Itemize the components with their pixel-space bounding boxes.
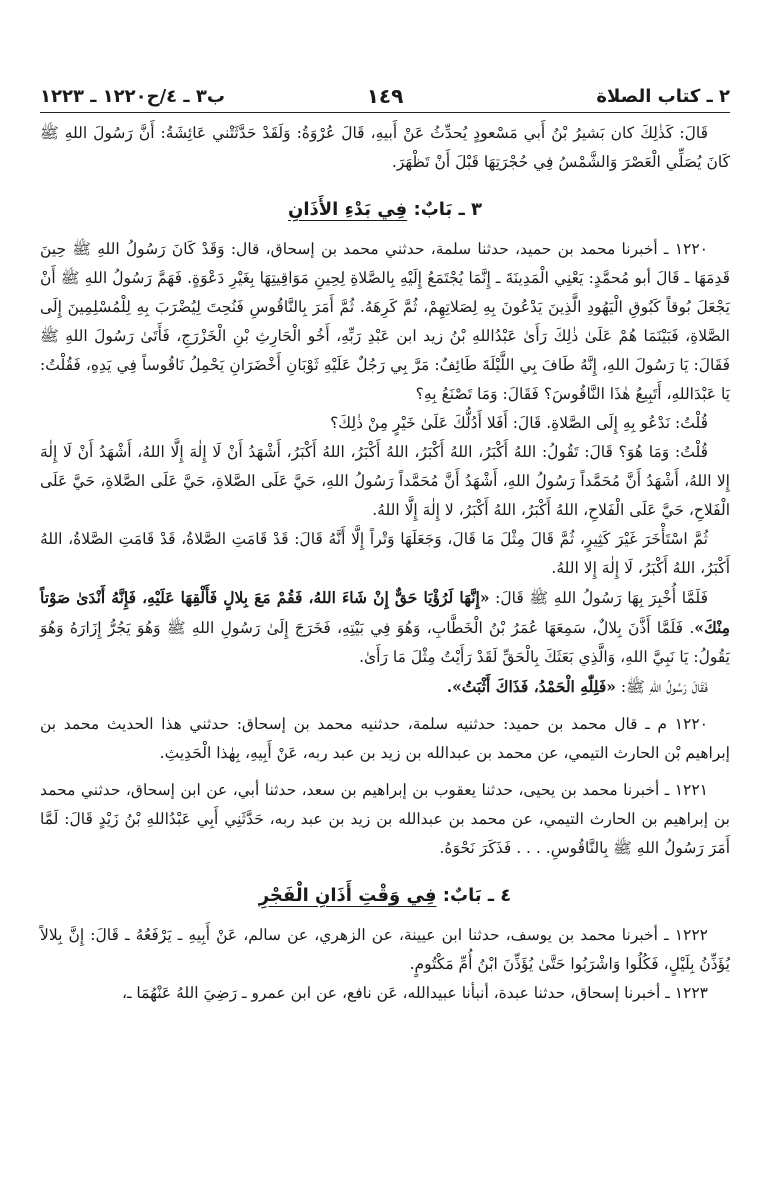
hadith-1221: ١٢٢١ ـ أخبرنا محمد بن يحيى، حدثنا يعقوب بن إبراهيم بن سعد، حدثنا أبي، عن ابن إسحاق، حدثني محمد بن إبراهيم بن الحارث التيمي، عن محمد بن عبدالله بن زيد بن عبد ربه، حَدَّثَنِي أَبِي عَبْدُاللهِ بْنُ زَيْدٍ قَالَ: لَمَّا أَمَرَ رَسُولُ اللهِ ﷺ بِالنَّاقُوسِ. . . . فَذَكَرَ نَحْوَهُ. (40, 781, 730, 857)
section-number: ٤ ـ بَابٌ: (442, 885, 512, 906)
book-page (40, 80, 730, 1008)
hadith-1220m: ١٢٢٠ م ـ قال محمد بن حميد: حدثنيه سلمة، حدثنيه محمد بن إسحاق: حدثني هذا الحديث محمد بن إبراهيم بْن الحارث التيمي، عن محمد بن عبدالله بن زيد بن عبد ربه، عَنْ أَبِيهِ، بِهٰذا الْحَدِيثِ. (40, 715, 730, 762)
prophet-saying: «فَلِلّٰهِ الْحَمْدُ، فَذَاكَ أَثْبَتُ». (446, 677, 616, 696)
hadith-1220-qultu-1: قُلْتُ: نَدْعُو بِهِ إِلَى الصَّلاةِ. قَالَ: أَفَلا أَدُلُّكَ عَلَىٰ خَيْرٍ مِنْ ذٰلِكَ؟ (330, 414, 708, 432)
page-header (40, 80, 730, 113)
hadith-1220-qultu-2: قُلْتُ: وَمَا هُوَ؟ قَالَ: تَقُولُ: اللهُ أَكْبَرُ، اللهُ أَكْبَرُ، اللهُ أَكْبَرُ، اللهُ أَكْبَرُ، أَشْهَدُ أَنْ لَا إِلٰهَ إِلَّا اللهُ، أَشْهَدُ أَنْ لَا إِلٰهَ إِلا اللهُ، أَشْهَدُ أَنَّ مُحَمَّداً رَسُولُ اللهِ، أَشْهَدُ أَنَّ مُحَمَّداً رَسُولُ اللهِ، حَيَّ عَلَى الصَّلاةِ، حَيَّ عَلَى الصَّلاةِ، حَيَّ عَلَى الْفَلاحِ، حَيَّ عَلَى الْفَلاحِ، اللهُ أَكْبَرُ، اللهُ أَكْبَرُ، لا إِلٰهَ إِلَّا اللهُ. (40, 443, 730, 519)
prophet-saying: «إِنَّهَا لَرُؤْيَا حَقٌّ إِنْ شَاءَ اللهُ، فَقُمْ مَعَ بِلالٍ فَأَلْقِهَا عَلَيْهِ، فَإِنَّهُ أَنْدَىٰ صَوْتاً مِنْكَ» (40, 588, 730, 637)
hadith-1220-thumma: ثُمَّ اسْتَأْخَرَ غَيْرَ كَثِيرٍ، ثُمَّ قَالَ مِثْلَ مَا قَالَ، وَجَعَلَهَا وَتْراً إِلَّا أَنَّهُ قَالَ: قَدْ قَامَتِ الصَّلاةُ، قَدْ قَامَتِ الصَّلاةُ، اللهُ أَكْبَرُ، اللهُ أَكْبَرُ، لَا إِلٰهَ إِلا اللهُ. (40, 530, 730, 577)
hadith-1222: ١٢٢٢ ـ أخبرنا محمد بن يوسف، حدثنا ابن عيينة، عن الزهري، عن سالم، عَنْ أَبِيهِ ـ يَرْفَعُهُ ـ قَالَ: إِنَّ بِلالاً يُؤَذِّنُ بِلَيْلٍ، فَكُلُوا وَاشْرَبُوا حَتَّىٰ يُؤَذِّنَ ابْنُ أُمِّ مَكْتُومٍ. (40, 926, 730, 973)
hadith-1223: ١٢٢٣ ـ أخبرنا إسحاق، حدثنا عبدة، أنبأنا عبيدالله، عَن نافع، عن ابن عمرو ـ رَضِيَ اللهُ عَنْهُمَا ـ، (121, 984, 708, 1002)
page-number: ١٤٩ (366, 84, 404, 108)
hadith-1220-faqala (40, 672, 730, 702)
text-segment: . فَلَمَّا أَذَّنَ بِلالٌ، سَمِعَهَا عُمَرُ بْنُ الْخَطَّابِ، وَهُوَ فِي بَيْتِهِ، فَخَرَجَ إِلَىٰ رَسُولِ اللهِ ﷺ وَهُوَ يَجُرُّ إِزَارَهُ وَهُوَ يَقُولُ: يَا نَبِيَّ اللهِ، وَالَّذِي بَعَثَكَ بِالْحَقِّ لَقَدْ رَأَيْتُ مِثْلَ مَا رَأَىٰ. (40, 619, 730, 666)
section-title: فِي بَدْءِ الأَذَانِ (287, 199, 408, 220)
section-heading-4 (40, 881, 730, 911)
paragraph-continuation: قَالَ: كَذٰلِكَ كان بَشيرُ بْنُ أَبي مَسْعودٍ يُحدِّثُ عَنْ أَبيهِ، قَالَ عُرْوَةُ: وَلَقَدْ حَدَّثَتْني عَائِشَةُ: أَنَّ رَسُولَ اللهِ ﷺ كَانَ يُصَلِّي الْعَصْرَ وَالشَّمْسُ فِي حُجْرَتِهَا قَبْلَ أَنْ تَظْهَرَ. (40, 124, 730, 171)
text-segment: فَقَالَ رَسُولُ اللهِ ﷺ: (615, 678, 708, 696)
text-segment: فَلَمَّا أُخْبِرَ بِهَا رَسُولُ اللهِ ﷺ قَالَ: (489, 589, 708, 607)
hadith-range: ب٣ ـ ٤/ح١٢٢٠ ـ ١٢٢٣ (40, 86, 225, 107)
section-number: ٣ ـ بَابٌ: (413, 199, 482, 220)
section-title: فِي وَقْتِ أَذَانِ الْفَجْرِ (258, 885, 437, 906)
hadith-1220-falamma (40, 583, 730, 672)
hadith-1220: ١٢٢٠ ـ أخبرنا محمد بن حميد، حدثنا سلمة، حدثني محمد بن إسحاق، قال: وَقَدْ كَانَ رَسُولُ اللهِ ﷺ حِينَ قَدِمَهَا ـ قَالَ أبو مُحمَّدٍ: يَعْنِي الْمَدِينَةَ ـ إِنَّمَا يُجْتَمَعُ إِلَيْهِ بِالصَّلاةِ لِحِينِ مَوَاقِيتِهَا بِغَيْرِ دَعْوَةٍ. فَهَمَّ رَسُولُ اللهِ ﷺ أَنْ يَجْعَلَ بُوقاً كَبُوقِ الْيَهُودِ الَّذِينَ يَدْعُونَ بِهِ لِصَلاتِهِمْ، ثُمَّ كَرِهَهُ. ثُمَّ أَمَرَ بِالنَّاقُوسِ فَنُحِتَ لِيُضْرَبَ بِهِ لِلْمُسْلِمِينَ إِلَى الصَّلاةِ، فَبَيْنَمَا هُمْ عَلَىٰ ذٰلِكَ رَأَىٰ عَبْدُاللهِ بْنُ زيد ابن عَبْدِ رَبِّهِ، أَخُو الْحَارِثِ بْنِ الْخَزْرَجِ، فَأَتَىٰ رَسُولَ اللهِ ﷺ فَقَالَ: يَا رَسُولَ اللهِ، إِنَّهُ طَافَ بِي اللَّيْلَةَ طَائِفٌ: مَرَّ بِي رَجُلٌ عَلَيْهِ ثَوْبَانِ أَخْضَرَانِ يَحْمِلُ نَاقُوساً فِي يَدِهِ، فَقُلْتُ: يَا عَبْدَاللهِ، أَتَبِيعُ هٰذَا النَّاقُوسَ؟ فَقَالَ: وَمَا تَصْنَعُ بِهِ؟ (40, 240, 730, 403)
chapter-title: ٢ ـ كتاب الصلاة (596, 86, 730, 107)
page-content (40, 119, 730, 1008)
section-heading-3 (40, 195, 730, 225)
